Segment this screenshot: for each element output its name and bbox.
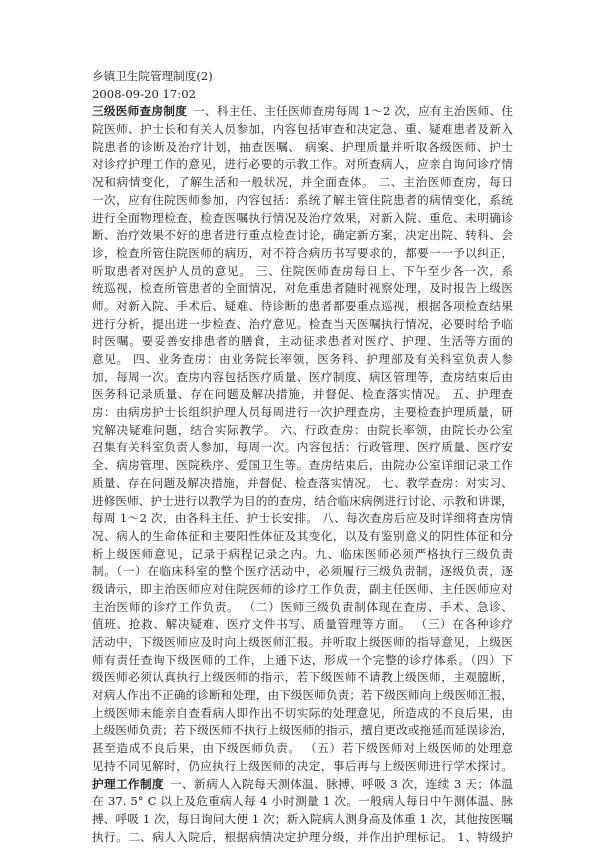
- text-line: 院医师、护士长和有关人员参加，内容包括审查和决定急、重、疑难患者及新入: [92, 122, 513, 137]
- text-line: 师有责任查询下级医师的工作，上通下达，形成一个完整的诊疗体系。（四）下: [92, 652, 513, 667]
- text-line: 在 37. 5° C 以上及危重病人每 4 小时测量 1 次。一般病人每日中午测体温、脉: [92, 794, 513, 809]
- text-line: 级医师必须认真执行上级医师的指示，若下级医师不请教上级医师，主观臆断，: [92, 670, 513, 685]
- section-heading: 护理工作制度: [92, 776, 165, 791]
- text-line: 进行分析，提出进一步检查、治疗意见。检查当天医嘱执行情况，必要时给予临: [92, 316, 513, 331]
- text-line: 析上级医师意见，记录于病程记录之内。九、临床医师必须严格执行三级负责: [92, 546, 513, 561]
- text-line: 值班、抢救、解决疑难、医疗文件书写、质量管理等方面。 （三）在各种诊疗: [92, 617, 513, 632]
- section-ward-round-rules: [92, 103, 513, 775]
- text-line: 院患者的诊断及治疗计划，抽查医嘱、 病案、护理质量并听取各级医师、护士: [92, 139, 513, 154]
- text-line: 召集有关科室负责人参加，每周一次。内容包括：行政管理、医疗质量、医疗安: [92, 440, 513, 455]
- line-text: 一、新病人入院每天测体温、脉搏、呼吸 3 次，连续 3 天；体温: [170, 776, 513, 791]
- text-line: 时医嘱。要妥善安排患者的膳食，主动征求患者对医疗、护理、生活等方面的: [92, 334, 513, 349]
- text-line: 况和病情变化，了解生活和一般状况，并全面查体。 二、主治医师查房，每日: [92, 175, 513, 190]
- line-text: 一、科主任、主任医师查房每周 1～2 次，应有主治医师、住: [193, 104, 513, 119]
- text-line: 究解决疑难问题，结合实际教学。 六、行政查房：由院长率领，由院长办公室: [92, 422, 513, 437]
- text-line: 医务科记录质量、存在问题及解决措施，并督促、检查落实情况。 五、护理查: [92, 387, 513, 402]
- text-line: 一次，应有住院医师参加，内容包括：系统了解主管住院患者的病情变化，系统: [92, 192, 513, 207]
- text-line: 听取患者对医护人员的意见。 三、住院医师查房每日上、下午至少各一次，系: [92, 263, 513, 278]
- text-line: 加，每周一次。查房内容包括医疗质量、医疗制度、病区管理等，查房结束后由: [92, 369, 513, 384]
- text-line: 制。（一）在临床科室的整个医疗活动中，必须履行三级负责制，逐级负责，逐: [92, 564, 513, 579]
- text-line: 统巡视，检查所管患者的全面情况，对危重患者随时视察处理，及时报告上级医: [92, 281, 513, 296]
- text-line: [92, 103, 513, 121]
- document-body: [92, 68, 513, 846]
- document-title: 乡镇卫生院管理制度(2): [92, 69, 213, 83]
- text-line: 进行全面物理检查，检查医嘱执行情况及治疗效果，对新入院、重危、未明确诊: [92, 210, 513, 225]
- text-line: 意见。 四、业务查房：由业务院长率领，医务科、护理部及有关科室负责人参: [92, 352, 513, 366]
- text-line: 主治医师的诊疗工作负责。 （二）医师三级负责制体现在查房、手术、急诊、: [92, 599, 513, 614]
- text-line: 诊，检查所管住院医师的病历，对不符合病历书写要求的，都要一一予以纠正，: [92, 245, 513, 260]
- text-line: 进修医师、护士进行以教学为目的的查房，结合临床病例进行讨论、示教和讲课，: [92, 493, 513, 508]
- text-line: 活动中，下级医师应及时向上级医师汇报。并听取上级医师的指导意见，上级医: [92, 635, 513, 649]
- text-line: 师。对新入院、手术后、疑难、待诊断的患者都要重点巡视，根据各项检查结果: [92, 298, 513, 313]
- text-line: 级请示，即主治医师应对住院医师的诊疗工作负责，副主任医师、主任医师应对: [92, 581, 513, 596]
- text-line: 对诊疗护理工作的意见，进行必要的示教工作。对所查病人，应亲自询问诊疗情: [92, 157, 513, 172]
- text-line: 见持不同见解时，仍应执行上级医师的决定，事后再与上级医师进行学术探讨。: [92, 758, 513, 773]
- post-timestamp: 2008-09-20 17:02: [92, 86, 196, 101]
- text-line: 对病人作出不正确的诊断和处理，由下级医师负责；若下级医师向上级医师汇报，: [92, 688, 513, 703]
- section-heading: 三级医师查房制度: [92, 104, 188, 119]
- text-line: 每周 1～2 次，由各科主任、护士长安排。 八、每次查房后应及时详细将查房情: [92, 511, 513, 526]
- text-line: 上级医师负责；若下级医师不执行上级医师的指示，擅自更改或拖延而延误诊治，: [92, 723, 513, 738]
- text-line: 甚至造成不良后果，由下级医师负责。 （五）若下级医师对上级医师的处理意: [92, 741, 513, 756]
- text-line: 上级医师未能亲自查看病人即作出不切实际的处理意见，所造成的不良后果，由: [92, 705, 513, 720]
- text-line: 质量、存在问题及解决措施，并督促、检查落实情况。 七、教学查房：对实习、: [92, 475, 513, 490]
- section-nursing-work-rules: [92, 776, 513, 847]
- text-line: 况、病人的生命体征和主要阳性体征及其变化，以及有鉴别意义的阴性体征和分: [92, 528, 513, 543]
- text-line: 断、治疗效果不好的患者进行重点检查讨论，确定新方案，决定出院、转科、会: [92, 228, 513, 243]
- text-line: [92, 776, 513, 794]
- text-line: 全、病房管理、医院秩序、爱国卫生等。查房结束后，由院办公室详细记录工作: [92, 458, 513, 473]
- text-line: 房：由病房护士长组织护理人员每周进行一次护理查房，主要检查护理质量，研: [92, 405, 513, 420]
- text-line: 执行。二、病人入院后，根据病情决定护理分级，并作出护理标记。 1、特级护: [92, 829, 513, 844]
- text-line: 搏、呼吸 1 次，每日询问大便 1 次；新入院病人测身高及体重 1 次，其他按医嘱: [92, 811, 513, 826]
